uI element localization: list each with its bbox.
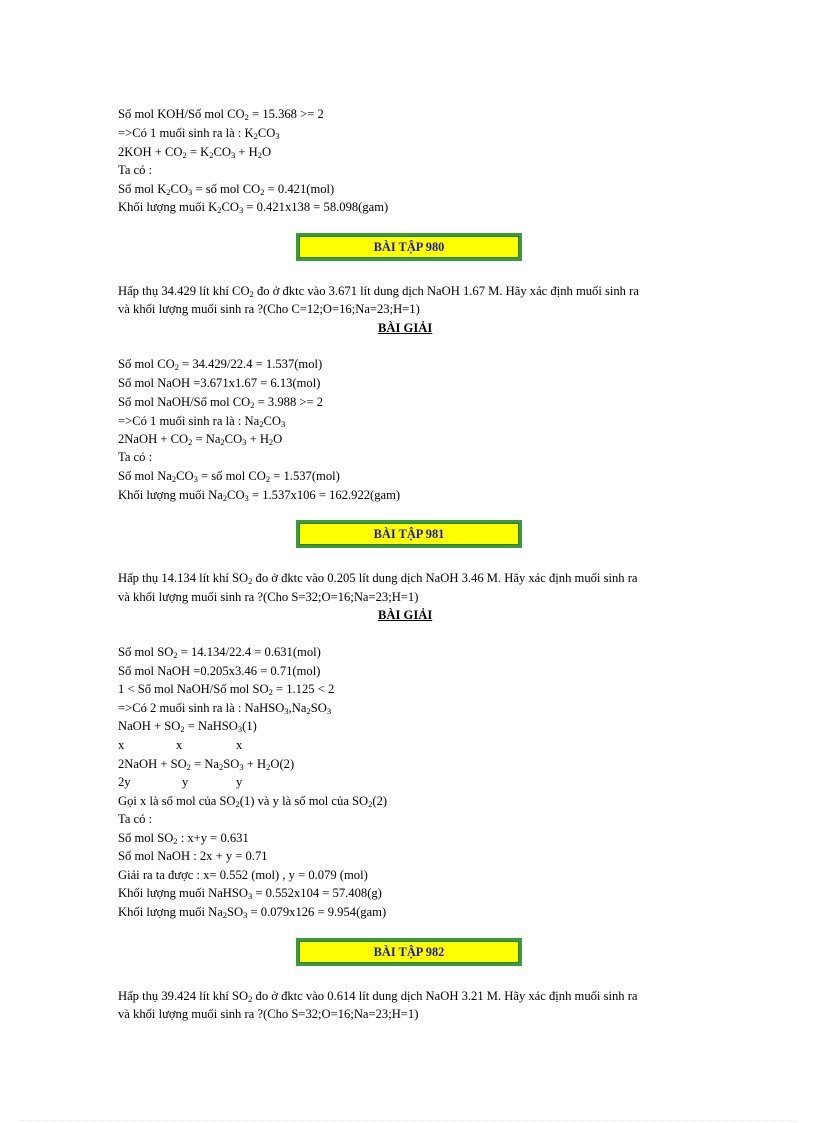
ex981-problem-line-1: Hấp thụ 14.134 lít khí $SO_2$ đo ở đktc vào 0.205 lít dung dịch NaOH 3.46 M. Hãy xác định muối sinh ra: [118, 571, 638, 586]
ex981-line-6: [118, 736, 242, 754]
ex981-l8-col-3: y: [236, 775, 243, 789]
top-line-1: Số mol KOH/Số mol $CO_2 = 15.368 >= 2$: [118, 107, 324, 122]
exercise-982-title: BÀI TẬP 982: [299, 941, 519, 963]
ex980-line-4: =>Có 1 muối sinh ra là : $Na_2CO_3$: [118, 414, 286, 429]
ex980-problem-line-2: và khối lượng muối sinh ra ?(Cho C=12;O=16;Na=23;H=1): [118, 302, 420, 316]
exercise-982-banner: [296, 938, 522, 966]
ex980-line-1: Số mol $CO_2 = 34.429/22.4 = 1.537(mol)$: [118, 357, 323, 372]
ex981-l8-col-1: 2y: [118, 775, 131, 789]
ex981-l6-col-2: x: [176, 738, 183, 752]
top-line-3: $2KOH + CO_2 = K_2CO_3 + H_2O$: [118, 145, 272, 160]
ex980-line-7: Số mol $Na_2CO_3$ = số mol $CO_2 = 1.537(mol)$: [118, 469, 340, 484]
ex981-line-14: Khối lượng muối NaHSO$_3$ = 0.552x104 = 57.408(g): [118, 886, 382, 901]
top-line-5: Số mol $K_2CO_3$ = số mol $CO_2 = 0.421(mol)$: [118, 182, 335, 197]
ex980-line-6: Ta có :: [118, 450, 153, 464]
ex981-line-8: [118, 773, 242, 791]
ex980-line-3: Số mol NaOH/Số mol $CO_2 = 3.988 >= 2$: [118, 395, 324, 410]
ex981-line-7: 2NaOH + $SO_2 = Na_2SO_3 + H_2O(2)$: [118, 757, 295, 772]
ex981-l8-col-2: y: [182, 775, 189, 789]
ex981-line-13: Giải ra ta được : x= 0.552 (mol) , y = 0.079 (mol): [118, 868, 368, 882]
ex981-line-11: Số mol $SO_2$ : x+y = 0.631: [118, 831, 249, 846]
ex981-line-1: Số mol $SO_2 = 14.134/22.4 = 0.631(mol)$: [118, 645, 321, 660]
ex981-line-15: Khối lượng muối $Na_2SO_3 = 0.079x126 = 9.954(gam)$: [118, 905, 387, 920]
exercise-981-banner: [296, 520, 522, 548]
ex980-problem-line-1: Hấp thụ 34.429 lít khí $CO_2$ đo ở đktc vào 3.671 lít dung dịch NaOH 1.67 M. Hãy xác định muối sinh ra: [118, 284, 639, 299]
top-line-2: =>Có 1 muối sinh ra là : $K_2CO_3$: [118, 126, 280, 141]
top-line-6: Khối lượng muối $K_2CO_3 = 0.421x138 = 58.098(gam)$: [118, 200, 389, 215]
ex981-problem-line-2: và khối lượng muối sinh ra ?(Cho S=32;O=16;Na=23;H=1): [118, 590, 419, 604]
ex981-solution-heading: BÀI GIẢI: [378, 608, 433, 622]
ex982-problem-line-2: và khối lượng muối sinh ra ?(Cho S=32;O=16;Na=23;H=1): [118, 1007, 419, 1021]
page-bottom-rule: [20, 1120, 796, 1121]
ex980-solution-heading: BÀI GIẢI: [378, 321, 433, 335]
ex981-line-4: =>Có 2 muối sinh ra là : $NaHSO_3,Na_2SO_3$: [118, 701, 332, 716]
ex982-problem-line-1: Hấp thụ 39.424 lít khí $SO_2$ đo ở đktc vào 0.614 lít dung dịch NaOH 3.21 M. Hãy xác định muối sinh ra: [118, 989, 638, 1004]
ex981-line-12: Số mol NaOH : 2x + y = 0.71: [118, 849, 268, 863]
ex981-line-3: 1 < Số mol NaOH/Số mol $SO_2 = 1.125 < 2$: [118, 682, 335, 697]
ex981-line-9: Gọi x là số mol của $SO_2(1)$ và y là số mol của $SO_2(2)$: [118, 794, 388, 809]
exercise-980-title: BÀI TẬP 980: [299, 236, 519, 258]
ex981-line-10: Ta có :: [118, 812, 153, 826]
ex980-line-8: Khối lượng muối $Na_2CO_3 = 1.537x106 = 162.922(gam)$: [118, 488, 401, 503]
top-line-4: Ta có :: [118, 163, 153, 177]
exercise-980-banner: [296, 233, 522, 261]
ex980-line-5: 2NaOH + $CO_2 = Na_2CO_3 + H_2O$: [118, 432, 283, 447]
ex981-line-5: NaOH + $SO_2$ = NaHSO$_3$(1): [118, 719, 257, 734]
ex980-line-2: Số mol NaOH =3.671x1.67 = 6.13(mol): [118, 376, 321, 390]
ex981-l6-col-1: x: [118, 738, 125, 752]
exercise-981-title: BÀI TẬP 981: [299, 523, 519, 545]
ex981-l6-col-3: x: [236, 738, 243, 752]
ex981-line-2: Số mol NaOH =0.205x3.46 = 0.71(mol): [118, 664, 321, 678]
